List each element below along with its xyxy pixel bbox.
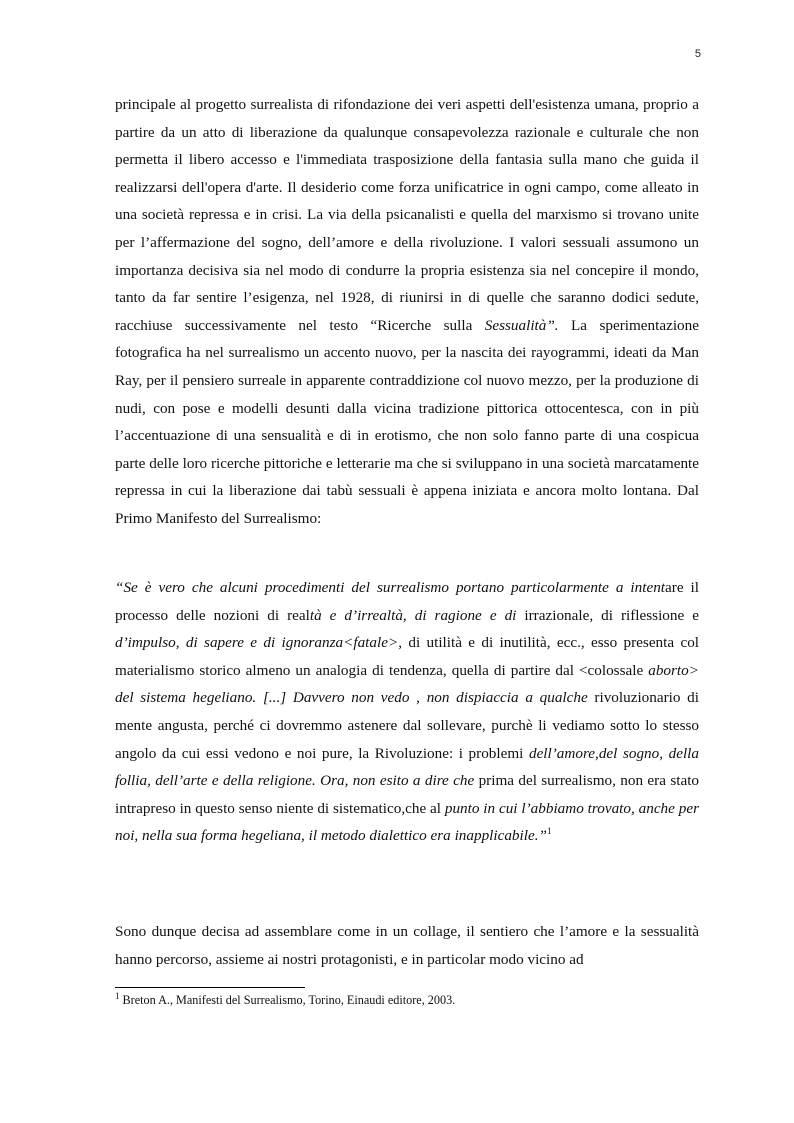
footnote-separator bbox=[115, 987, 305, 988]
quote-segment: rivoluzionario di mente angusta, perché ci dovremmo astenere dal sollevare, purchè li vediamo sotto lo stesso angolo da cui essi vedono e noi pure, la Rivoluzione: i problemi bbox=[115, 689, 699, 762]
paragraph-text-part: La sperimentazione fotografica ha nel surrealismo un accento nuovo, per la nascita dei rayogrammi, ideati da Man Ray, per il pensiero surreale in apparente contraddizione col nuovo mezzo, per la produzione di nudi, con pose e modelli desunti dalla vicina tradizione pittorica ottocentesca, con in più l’accentuazione di una sensualità e di in erotismo, che non solo fanno parte di una cospicua parte delle loro ricerche pittoriche e letterarie ma che si sviluppano in una società marcatamente repressa in cui la liberazione dai tabù sessuali è appena iniziata e ancora molto lontana. Dal Primo Manifesto del Surrealismo: bbox=[115, 316, 699, 527]
footnote-reference: 1 bbox=[546, 826, 552, 837]
quote-segment: punto in cui l’abbiamo trovato, anche per noi, nella sua forma hegeliana, il metodo dialettico era inapplicabile.” bbox=[115, 799, 699, 845]
body-paragraph-2 bbox=[115, 918, 699, 973]
quote-segment: tà e d’irrealtà, di ragione e di bbox=[309, 606, 525, 624]
footnote-text: Breton A., Manifesti del Surrealismo, Torino, Einaudi editore, 2003. bbox=[119, 993, 456, 1007]
quote-segment: aborto> del sistema hegeliano. [...] Davvero non vedo , non dispiaccia a qualche bbox=[115, 661, 699, 707]
quote-segment: , di utilità e di inutilità, ecc., esso presenta col materialismo storico almeno un analogia di tendenza, quella di partire dal <colossale bbox=[115, 634, 700, 679]
footnote-mark: 1 bbox=[115, 990, 120, 1001]
manifesto-quotation bbox=[115, 574, 699, 850]
body-paragraph-1 bbox=[115, 91, 699, 533]
paragraph-text bbox=[115, 91, 699, 533]
quotation-text bbox=[115, 574, 699, 850]
quote-segment: irrazionale, di riflessione e bbox=[524, 606, 699, 624]
quote-segment: prima del surrealismo, non era stato intrapreso in questo senso niente di sistematico,che al bbox=[115, 772, 700, 817]
footnote bbox=[115, 992, 699, 1008]
quote-segment: are il processo delle nozioni di real bbox=[115, 579, 699, 624]
page-number: 5 bbox=[694, 48, 701, 60]
quote-segment: “Se è vero che alcuni procedimenti del surrealismo portano particolarmente a intent bbox=[115, 579, 666, 596]
paragraph-text: Sono dunque decisa ad assemblare come in un collage, il sentiero che l’amore e la sessualità hanno percorso, assieme ai nostri protagonisti, e in particolar modo vicino ad bbox=[115, 923, 699, 968]
quote-segment: d’impulso, di sapere e di ignoranza<fatale> bbox=[115, 634, 399, 652]
research-title: Sessualità”. bbox=[484, 316, 559, 334]
quote-segment: dell’amore,del sogno, della follia, dell’arte e della religione. Ora, non esito a dire che bbox=[115, 744, 699, 790]
paragraph-text-part: principale al progetto surrealista di rifondazione dei veri aspetti dell'esistenza umana, proprio a partire da un atto di liberazione da qualunque consapevolezza razionale e culturale che non permetta il libero accesso e l'immediata trasposizione della fantasia sulla mano che guida il realizzarsi dell'opera d'arte. Il desiderio come forza unificatrice in ogni campo, come alleato in una società repressa e in crisi. La via della psicanalisti e quella del marxismo si trovano unite per l’affermazione del sogno, dell’amore e della rivoluzione. I valori sessuali assumono un importanza decisiva sia nel modo di condurre la propria esistenza sia nel concepire il mondo, tanto da far sentire l’esigenza, nel 1928, di riunirsi in di quelle che saranno dodici sedute, racchiuse successivamente nel testo “Ricerche sulla bbox=[115, 96, 699, 334]
